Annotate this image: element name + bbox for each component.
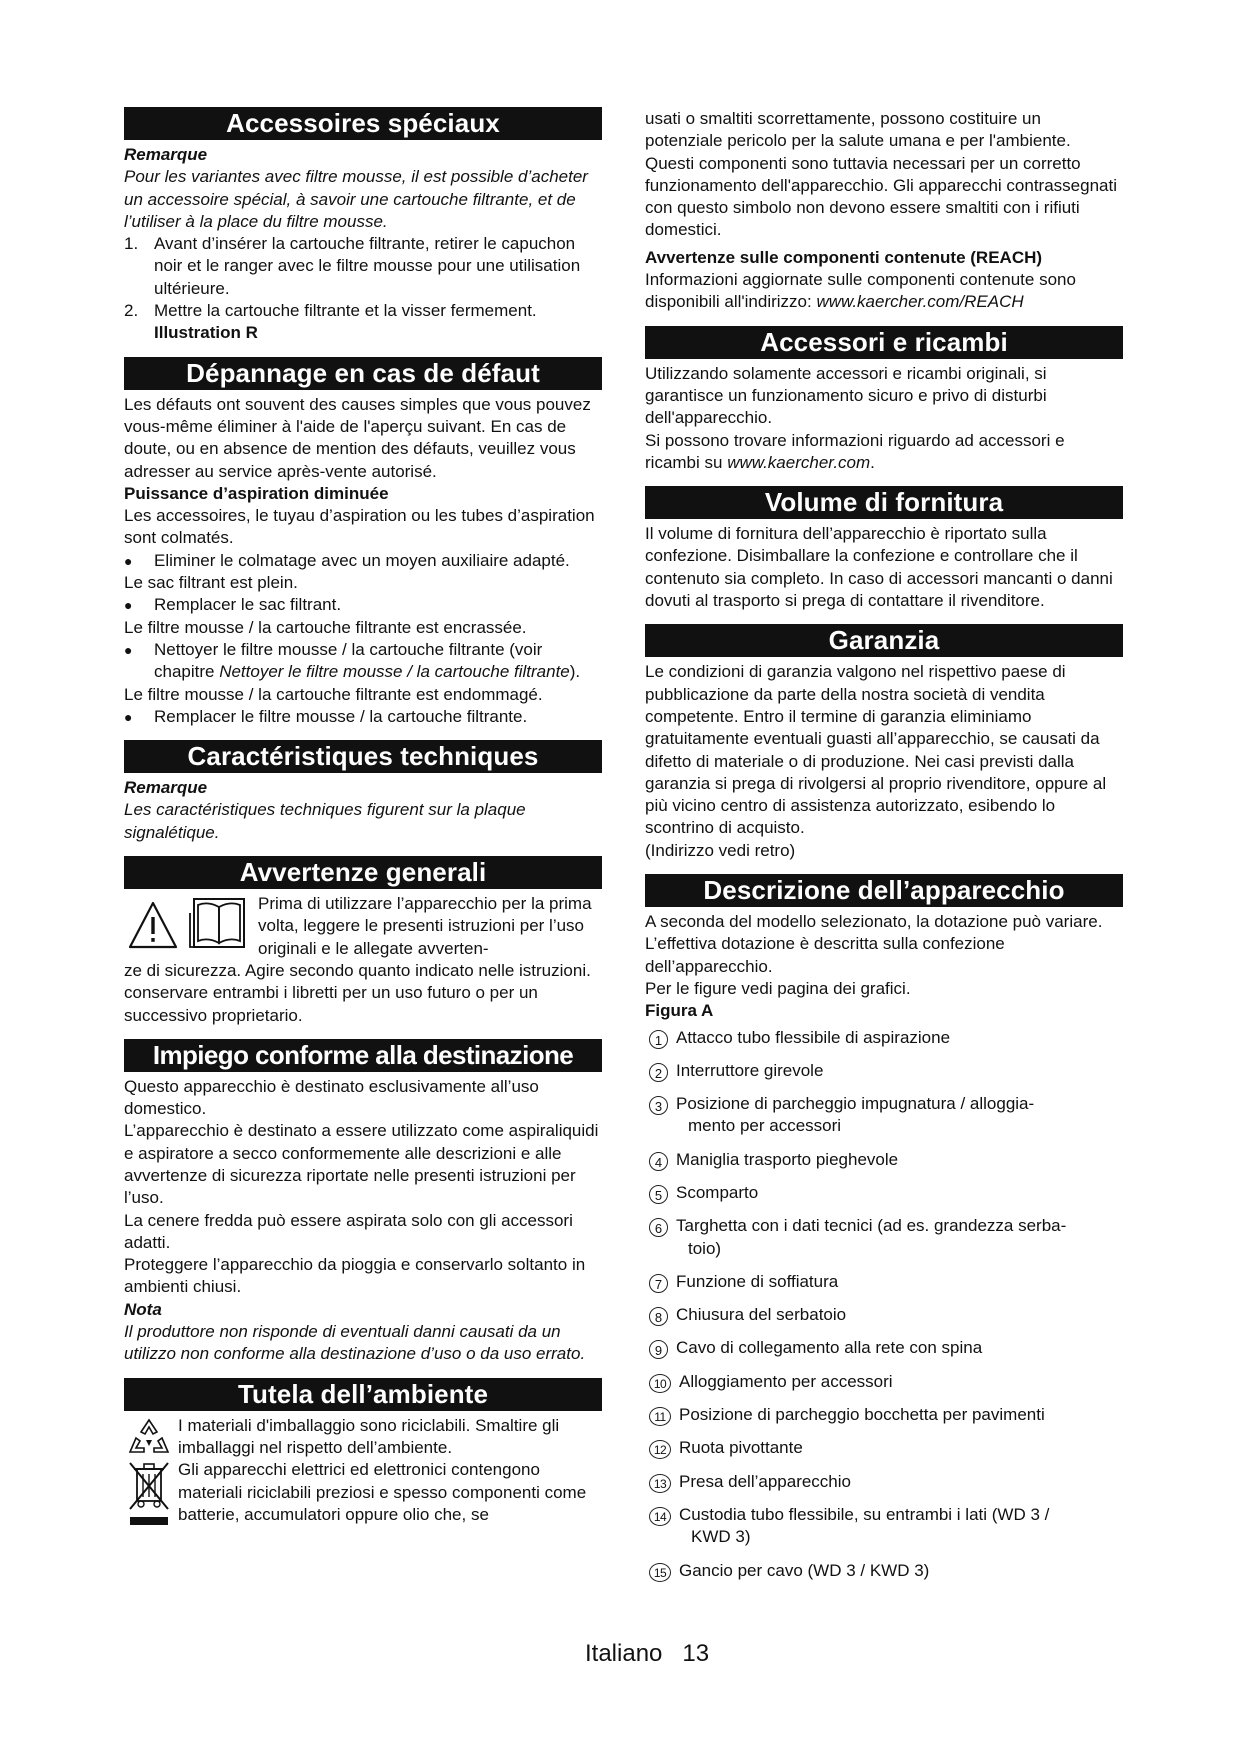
remedy-text: Eliminer le colmatage avec un moyen auxiliaire adapté. xyxy=(154,550,570,570)
item-label-continued: KWD 3) xyxy=(691,1527,751,1547)
warning-triangle-icon xyxy=(130,903,176,947)
reach-text xyxy=(645,269,1123,314)
packaging-recycling-text: I materiali d'imballaggio sono riciclabili. Smaltire gli imballaggi nel rispetto dell’ambiente. xyxy=(178,1415,560,1457)
list-item xyxy=(645,1437,1123,1459)
item-number-badge: 11 xyxy=(649,1407,671,1426)
fault-cause: Les accessoires, le tuyau d’aspiration ou les tubes d’aspiration sont colmatés. xyxy=(124,506,595,548)
heading-depannage: Dépannage en cas de défaut xyxy=(124,357,602,390)
item-label: Cavo di collegamento alla rete con spina xyxy=(676,1338,983,1358)
reach-heading: Avvertenze sulle componenti contenute (REACH) xyxy=(645,247,1043,267)
environment-block xyxy=(124,1415,602,1526)
chapter-reference: Nettoyer le filtre mousse / la cartouche filtrante xyxy=(219,662,570,682)
item-label: Posizione di parcheggio impugnatura / alloggia- xyxy=(676,1094,1035,1114)
warning-text-rest: ze di sicurezza. Agire secondo quanto indicato nelle istruzioni. xyxy=(124,960,591,980)
item-label: Custodia tubo flessibile, su entrambi i lati (WD 3 / xyxy=(679,1504,1050,1524)
remark-label: Remarque xyxy=(124,778,208,798)
impiego-paragraph: Proteggere l’apparecchio da pioggia e conservarlo soltanto in ambienti chiusi. xyxy=(124,1255,586,1297)
list-item xyxy=(645,1471,1123,1493)
footer-language: Italiano xyxy=(585,1640,663,1667)
reach-link[interactable]: www.kaercher.com/REACH xyxy=(816,292,1024,312)
list-item xyxy=(645,1027,1123,1049)
step-number: 2. xyxy=(124,301,139,321)
item-number-badge: 3 xyxy=(649,1096,668,1115)
item-label: Gancio per cavo (WD 3 / KWD 3) xyxy=(679,1560,930,1580)
list-item xyxy=(645,1215,1123,1260)
item-number-badge: 1 xyxy=(649,1030,668,1049)
manual-book-icon xyxy=(190,899,244,947)
remark-text: Pour les variantes avec filtre mousse, il est possible d’acheter un accessoire spécial, à savoir une cartouche filtrante, et de l’utiliser à la place du filtre mousse. xyxy=(124,167,588,231)
right-column xyxy=(645,108,1123,1593)
electrical-waste-text: Gli apparecchi elettrici ed elettronici contengono materiali riciclabili preziosi e spesso componenti come batterie, accumulatori oppure olio che, se xyxy=(178,1460,587,1524)
item-label-continued: toio) xyxy=(688,1238,722,1258)
heading-garanzia: Garanzia xyxy=(645,624,1123,657)
bullet-icon: ● xyxy=(124,708,133,725)
list-item xyxy=(645,1337,1123,1359)
item-label: Funzione di soffiatura xyxy=(676,1271,839,1291)
item-label: Alloggiamento per accessori xyxy=(679,1371,893,1391)
heading-descrizione-apparecchio: Descrizione dell’apparecchio xyxy=(645,874,1123,907)
item-number-badge: 9 xyxy=(649,1340,668,1359)
heading-impiego-conforme: Impiego conforme alla destinazione xyxy=(124,1039,602,1072)
item-number-badge: 10 xyxy=(649,1374,671,1393)
fault-cause: Le sac filtrant est plein. xyxy=(124,573,298,593)
accessori-text-end: . xyxy=(870,452,875,472)
illustration-reference: Illustration R xyxy=(154,323,258,343)
remedy-text: Remplacer le filtre mousse / la cartouche filtrante. xyxy=(154,706,528,726)
crossed-out-bin-icon xyxy=(124,1459,174,1527)
environment-continued-text: usati o smaltiti scorrettamente, possono costituire un potenziale pericolo per la salute umana e per l'ambiente. Questi componenti sono tuttavia necessari per un corretto funzionamento dell'apparecchio. Gli apparecchi contrassegnati con questo simbolo non devono essere smaltiti con i rifiuti domestici. xyxy=(645,109,1117,240)
step-text: Mettre la cartouche filtrante et la visser fermement. xyxy=(154,301,537,321)
list-item xyxy=(645,1404,1123,1426)
item-number-badge: 6 xyxy=(649,1218,668,1237)
fault-cause: Le filtre mousse / la cartouche filtrante est endommagé. xyxy=(124,684,543,704)
heading-avvertenze-generali: Avvertenze generali xyxy=(124,856,602,889)
warning-text-2: conservare entrambi i libretti per un uso futuro o per un successivo proprietario. xyxy=(124,983,538,1025)
garanzia-address-note: (Indirizzo vedi retro) xyxy=(645,840,796,860)
item-label: Ruota pivottante xyxy=(679,1438,803,1458)
descrizione-paragraph: A seconda del modello selezionato, la dotazione può variare. L’effettiva dotazione è descritta sulla confezione dell’apparecchio. xyxy=(645,912,1103,976)
recycling-icon xyxy=(124,1416,174,1460)
descrizione-paragraph: Per le figure vedi pagina dei grafici. xyxy=(645,978,911,998)
note-text: Il produttore non risponde di eventuali danni causati da un utilizzo non conforme alla destinazione d’uso o da uso errato. xyxy=(124,1322,586,1364)
fault-remedy xyxy=(124,706,602,728)
step-text: Avant d’insérer la cartouche filtrante, retirer le capuchon noir et le ranger avec le filtre mousse pour une utilisation ultérieure. xyxy=(154,234,581,298)
general-warning-block xyxy=(124,893,602,982)
kaercher-link[interactable]: www.kaercher.com xyxy=(727,452,871,472)
list-item xyxy=(645,1149,1123,1171)
remark-label: Remarque xyxy=(124,145,208,164)
heading-accessoires-speciaux: Accessoires spéciaux xyxy=(124,107,602,140)
item-label: Chiusura del serbatoio xyxy=(676,1305,847,1325)
depannage-intro: Les défauts ont souvent des causes simples que vous pouvez vous-même éliminer à l'aide de l'aperçu suivant. En cas de doute, ou en absence de mention des défauts, veuillez vous adresser au service après-vente autorisé. xyxy=(124,394,591,481)
impiego-paragraph: La cenere fredda può essere aspirata solo con gli accessori adatti. xyxy=(124,1210,573,1252)
left-column xyxy=(124,107,602,1526)
page-footer xyxy=(585,1640,709,1668)
accessori-paragraph: Utilizzando solamente accessori e ricambi originali, si garantisce un funzionamento sicuro e privo di disturbi dell'apparecchio. xyxy=(645,363,1047,428)
warning-text-wrapped: Prima di utilizzare l’apparecchio per la prima volta, leggere le presenti istruzioni per l’uso originali e le allegate avverten- xyxy=(258,894,592,958)
fault-remedy xyxy=(124,594,602,616)
item-label-continued: mento per accessori xyxy=(688,1116,842,1136)
reach-text-body: Informazioni aggiornate sulle componenti contenute sono disponibili all'indirizzo: xyxy=(645,270,1076,312)
item-number-badge: 14 xyxy=(649,1507,671,1526)
bullet-icon: ● xyxy=(124,597,133,614)
accessori-text: Si possono trovare informazioni riguardo ad accessori e ricambi su xyxy=(645,430,1065,472)
item-label: Attacco tubo flessibile di aspirazione xyxy=(676,1027,951,1047)
item-number-badge: 8 xyxy=(649,1307,668,1326)
item-number-badge: 13 xyxy=(649,1474,671,1493)
heading-volume-fornitura: Volume di fornitura xyxy=(645,486,1123,519)
garanzia-paragraph: Le condizioni di garanzia valgono nel rispettivo paese di pubblicazione da parte della nostra società di vendita competente. Entro il termine di garanzia eliminiamo gratuitamente eventuali guasti all’apparecchio, se causati da difetto di materiale o di produzione. Nei casi previsti dalla garanzia si prega di rivolgersi al proprio rivenditore, oppure al più vicino centro di assistenza autorizzato, esibendo lo scontrino di acquisto. xyxy=(645,662,1107,838)
fault-remedy xyxy=(124,639,602,684)
item-label: Maniglia trasporto pieghevole xyxy=(676,1149,899,1169)
item-label: Presa dell’apparecchio xyxy=(679,1471,851,1491)
item-number-badge: 2 xyxy=(649,1063,668,1082)
list-item xyxy=(645,1504,1123,1549)
item-label: Interruttore girevole xyxy=(676,1060,824,1080)
depannage-subheading: Puissance d’aspiration diminuée xyxy=(124,483,389,503)
item-label: Posizione di parcheggio bocchetta per pavimenti xyxy=(679,1405,1045,1425)
page-number: 13 xyxy=(682,1640,710,1667)
list-item xyxy=(645,1182,1123,1204)
item-number-badge: 4 xyxy=(649,1152,668,1171)
fault-cause: Le filtre mousse / la cartouche filtrante est encrassée. xyxy=(124,617,527,637)
volume-paragraph: Il volume di fornitura dell’apparecchio è riportato sulla confezione. Disimballare la confezione e controllare che il contenuto sia completo. In caso di accessori mancanti o danni dovuti al trasporto si prega di contattare il rivenditore. xyxy=(645,524,1113,611)
item-label: Targhetta con i dati tecnici (ad es. grandezza serba- xyxy=(676,1216,1067,1236)
item-number-badge: 7 xyxy=(649,1274,668,1293)
remark-text: Les caractéristiques techniques figurent sur la plaque signalétique. xyxy=(124,800,526,842)
remedy-text-end: ). xyxy=(569,662,581,682)
component-list xyxy=(645,1027,1123,1582)
item-label: Scomparto xyxy=(676,1182,759,1202)
note-label: Nota xyxy=(124,1299,162,1319)
impiego-paragraph: L’apparecchio è destinato a essere utilizzato come aspiraliquidi e aspiratore a secco conformemente alle descrizioni e alle avvertenze di sicurezza riportate nelle presenti istruzioni per l’uso. xyxy=(124,1121,599,1208)
list-item xyxy=(645,1560,1123,1582)
heading-accessori-ricambi: Accessori e ricambi xyxy=(645,326,1123,359)
remedy-text: Remplacer le sac filtrant. xyxy=(154,595,342,615)
list-item xyxy=(645,1060,1123,1082)
item-number-badge: 5 xyxy=(649,1185,668,1204)
list-item xyxy=(645,1371,1123,1393)
heading-tutela-ambiente: Tutela dell’ambiente xyxy=(124,1378,602,1411)
warning-icons xyxy=(124,895,252,951)
list-item xyxy=(645,1271,1123,1293)
accessori-paragraph xyxy=(645,430,1123,475)
fault-remedy xyxy=(124,550,602,572)
remedy-text: Nettoyer le filtre mousse / la cartouche filtrante (voir chapitre xyxy=(154,639,543,682)
step-item xyxy=(124,233,602,300)
bullet-icon: ● xyxy=(124,641,133,658)
item-number-badge: 15 xyxy=(649,1563,671,1582)
list-item xyxy=(645,1093,1123,1138)
figure-label: Figura A xyxy=(645,1001,714,1021)
step-item xyxy=(124,300,602,322)
step-number: 1. xyxy=(124,234,139,254)
heading-caracteristiques: Caractéristiques techniques xyxy=(124,740,602,773)
impiego-paragraph: Questo apparecchio è destinato esclusivamente all’uso domestico. xyxy=(124,1076,539,1119)
list-item xyxy=(645,1304,1123,1326)
bullet-icon: ● xyxy=(124,552,133,569)
item-number-badge: 12 xyxy=(649,1440,671,1459)
